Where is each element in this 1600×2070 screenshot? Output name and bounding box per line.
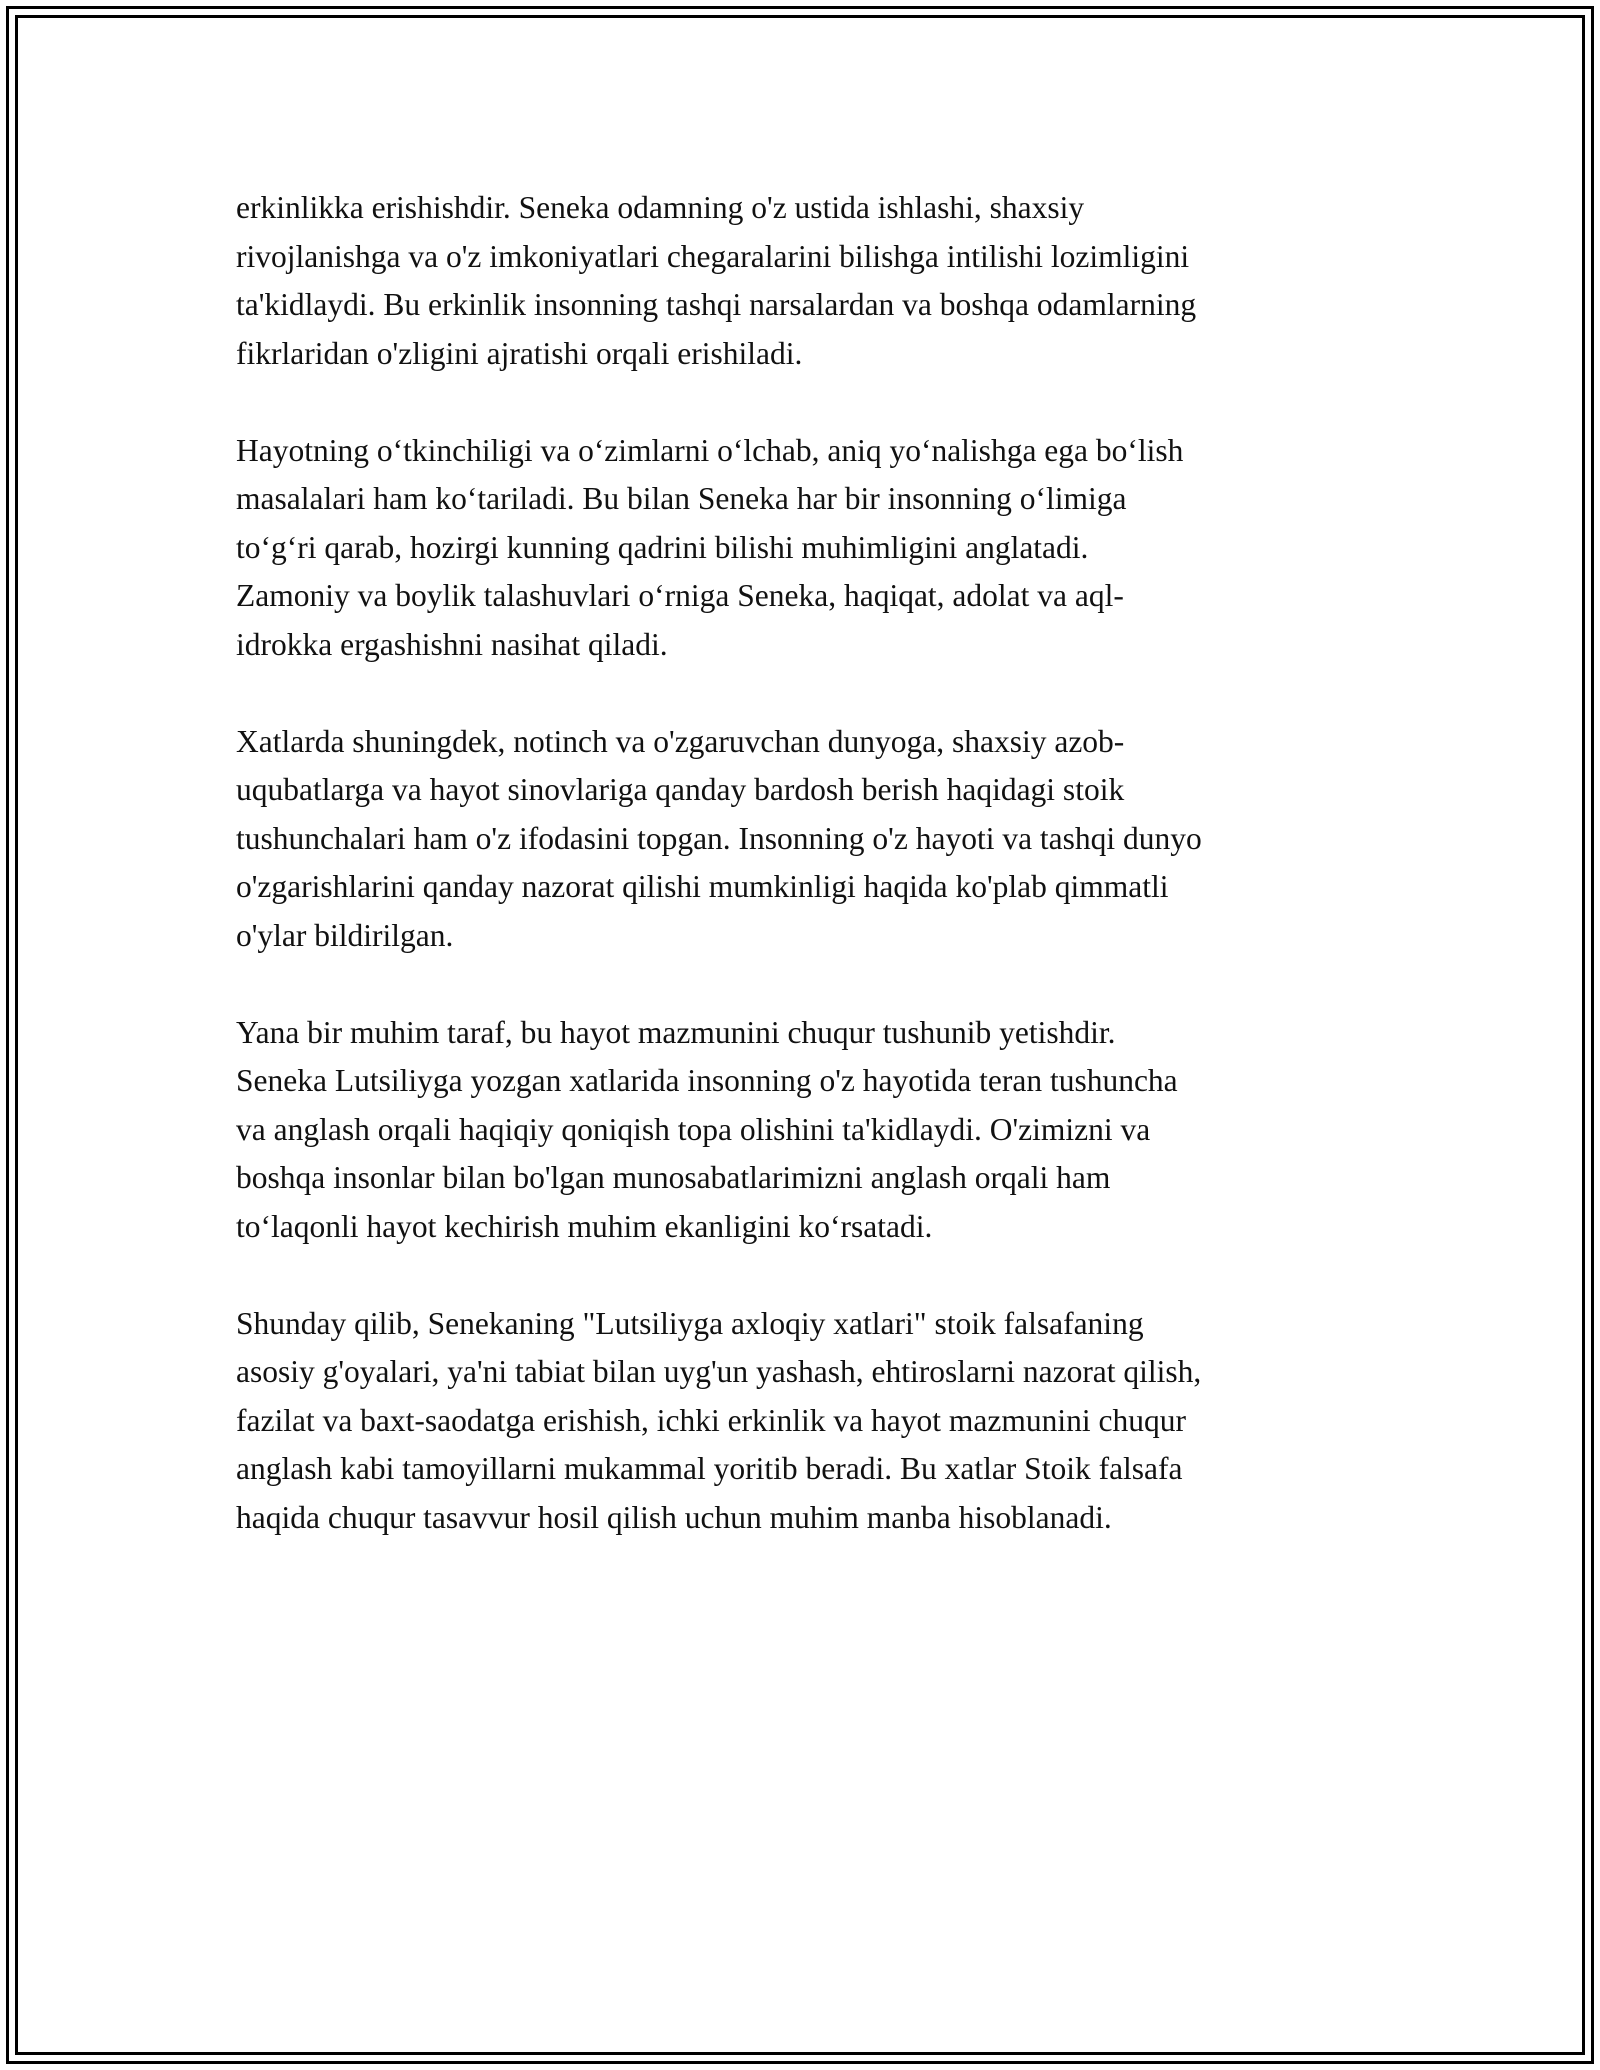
paragraph-3 [236,718,1376,961]
text-line: Yana bir muhim taraf, bu hayot mazmunini chuqur tushunib yetishdir. [236,1014,1116,1050]
text-line: idrokka ergashishni nasihat qiladi. [236,626,668,662]
text-line: rivojlanishga va o'z imkoniyatlari chegaralarini bilishga intilishi lozimligini [236,238,1190,274]
text-line: o'zgarishlarini qanday nazorat qilishi mumkinligi haqida ko'plab qimmatli [236,869,1169,904]
text-line: to‘g‘ri qarab, hozirgi kunning qadrini bilishi muhimligini anglatadi. [236,529,1089,565]
paragraph-1 [236,184,1376,378]
paragraph-4 [236,1009,1376,1252]
paragraph-2 [236,427,1376,670]
text-line: o'ylar bildirilgan. [236,917,454,953]
text-line: anglash kabi tamoyillarni mukammal yoritib beradi. Bu xatlar Stoik falsafa [236,1451,1183,1486]
text-line: masalalari ham ko‘tariladi. Bu bilan Seneka har bir insonning o‘limiga [236,481,1127,516]
text-line: Shunday qilib, Senekaning "Lutsiliyga axloqiy xatlari" stoik falsafaning [236,1305,1144,1341]
text-line: fazilat va baxt-saodatga erishish, ichki erkinlik va hayot mazmunini chuqur [236,1402,1186,1438]
text-line: Xatlarda shuningdek, notinch va o'zgaruvchan dunyoga, shaxsiy azob- [236,723,1125,759]
text-line: haqida chuqur tasavvur hosil qilish uchun muhim manba hisoblanadi. [236,1499,1112,1535]
text-line: va anglash orqali haqiqiy qoniqish topa olishini ta'kidlaydi. O'zimizni va [236,1111,1151,1147]
text-line: erkinlikka erishishdir. Seneka odamning o'z ustida ishlashi, shaxsiy [236,190,1085,225]
document-body [236,184,1376,1591]
text-line: uqubatlarga va hayot sinovlariga qanday bardosh berish haqidagi stoik [236,772,1125,807]
paragraph-5 [236,1300,1376,1543]
text-line: to‘laqonli hayot kechirish muhim ekanligini ko‘rsatadi. [236,1208,933,1244]
text-line: Zamoniy va boylik talashuvlari o‘rniga Seneka, haqiqat, adolat va aql- [236,578,1124,613]
text-line: ta'kidlaydi. Bu erkinlik insonning tashqi narsalardan va boshqa odamlarning [236,287,1197,322]
text-line: boshqa insonlar bilan bo'lgan munosabatlarimizni anglash orqali ham [236,1160,1111,1195]
text-line: Hayotning o‘tkinchiligi va o‘zimlarni o‘lchab, aniq yo‘nalishga ega bo‘lish [236,432,1184,468]
text-line: tushunchalari ham o'z ifodasini topgan. Insonning o'z hayoti va tashqi dunyo [236,820,1202,856]
text-line: fikrlaridan o'zligini ajratishi orqali erishiladi. [236,335,803,371]
text-line: asosiy g'oyalari, ya'ni tabiat bilan uyg'un yashash, ehtiroslarni nazorat qilish, [236,1354,1202,1389]
text-line: Seneka Lutsiliyga yozgan xatlarida insonning o'z hayotida teran tushuncha [236,1063,1178,1098]
